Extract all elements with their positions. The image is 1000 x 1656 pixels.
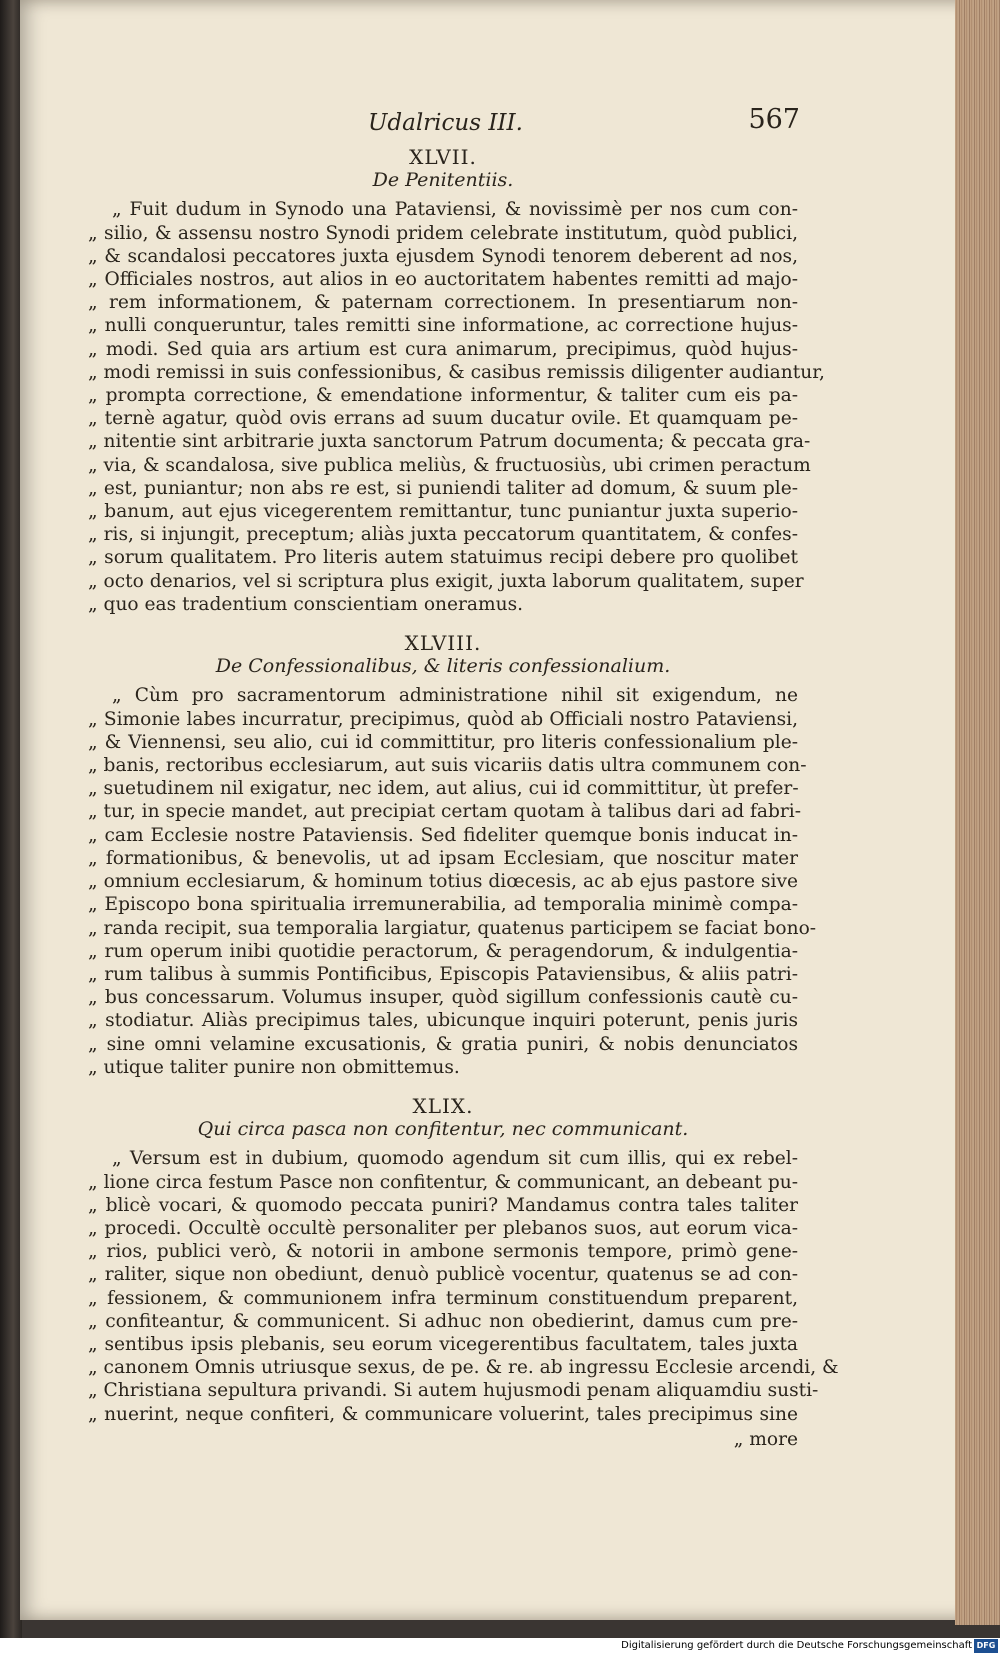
section-title: De Penitentiis. <box>372 169 514 192</box>
text-line: „ stodiatur. Aliàs precipimus tales, ubicunque inquiri poterunt, penis juris <box>88 1010 798 1032</box>
text-line: „ formationibus, & benevolis, ut ad ipsam Ecclesiam, que noscitur mater <box>88 847 798 869</box>
text-line: „ & scandalosi peccatores juxta ejusdem Synodi tenorem deberent ad nos, <box>88 245 798 267</box>
text-line: „ nitentie sint arbitrarie juxta sanctorum Patrum documenta; & peccata gra- <box>88 431 811 453</box>
book-spine <box>0 0 22 1656</box>
section-body <box>88 198 825 616</box>
text-line: „ rem informationem, & paternam correctionem. In presentiarum non- <box>88 292 798 314</box>
text-line: „ ternè agatur, quòd ovis errans ad suum ducatur ovile. Et quamquam pe- <box>88 408 798 430</box>
section-gap <box>88 616 798 628</box>
text-line: „ rum operum inibi quotidie peractorum, & peragendorum, & indulgentia- <box>88 940 798 962</box>
text-line: „ randa recipit, sua temporalia largiatur, quatenus participem se faciat bono- <box>88 917 817 939</box>
text-line: „ modi. Sed quia ars artium est cura animarum, precipimus, quòd hujus- <box>88 338 798 360</box>
text-line: „ nuerint, neque confiteri, & communicare voluerint, tales precipimus sine <box>88 1403 798 1425</box>
text-line: „ Christiana sepultura privandi. Si autem hujusmodi penam aliquamdiu susti- <box>88 1380 819 1402</box>
text-line: „ Officiales nostros, aut alios in eo auctoritatem habentes remitti ad majo- <box>88 269 798 291</box>
text-line: „ confiteantur, & communicent. Si adhuc non obedierint, damus cum pre- <box>88 1310 798 1332</box>
text-line: „ quo eas tradentium conscientiam oneramus. <box>88 593 524 615</box>
text-line: „ silio, & assensu nostro Synodi pridem celebrate institutum, quòd publici, <box>88 222 798 244</box>
text-line: „ bus concessarum. Volumus insuper, quòd sigillum confessionis cautè cu- <box>88 987 798 1009</box>
text-line: „ canonem Omnis utriusque sexus, de pe. & re. ab ingressu Ecclesie arcendi, & <box>88 1357 839 1379</box>
text-line: „ nulli conqueruntur, tales remitti sine informatione, ac correctione hujus- <box>88 315 798 337</box>
text-line: „ raliter, sique non obediunt, denuò publicè vocentur, quatenus se ad con- <box>88 1264 798 1286</box>
text-line: „ blicè vocari, & quomodo peccata puniri? Mandamus contra tales taliter <box>88 1194 798 1216</box>
text-line: „ rios, publici verò, & notorii in ambone sermonis tempore, primò gene- <box>88 1241 798 1263</box>
section-body <box>88 1147 839 1425</box>
text-line: „ Fuit dudum in Synodo una Pataviensi, & novissimè per nos cum con- <box>112 199 798 221</box>
text-line: „ banum, aut ejus vicegerentem remittantur, tunc puniantur juxta superio- <box>88 501 798 523</box>
text-line: „ sorum qualitatem. Pro literis autem statuimus recipi debere pro quolibet <box>88 547 798 569</box>
page-edges <box>955 0 1000 1625</box>
text-line: „ tur, in specie mandet, aut precipiat certam quotam à talibus dari ad fabri- <box>88 801 801 823</box>
text-line: „ ris, si injungit, preceptum; aliàs juxta peccatorum quantitatem, & confes- <box>88 524 798 546</box>
text-line: „ octo denarios, vel si scriptura plus exigit, juxta laborum qualitatem, super <box>88 570 804 592</box>
text-line: „ & Viennensi, seu alio, cui id committitur, pro literis confessionalium ple- <box>88 731 798 753</box>
text-line: „ suetudinem nil exigatur, nec idem, aut alius, cui id committitur, ùt prefer- <box>88 778 799 800</box>
text-line: „ cam Ecclesie nostre Pataviensis. Sed fideliter quemque bonis inducat in- <box>88 824 798 846</box>
section-title: Qui circa pasca non confitentur, nec communicant. <box>197 1118 689 1141</box>
section-number: XLIX. <box>412 1093 474 1118</box>
section-number: XLVIII. <box>404 631 482 656</box>
text-line: „ sine omni velamine excusationis, & gratia puniri, & nobis denunciatos <box>88 1033 798 1055</box>
dfg-logo: DFG <box>974 1639 998 1653</box>
text-line: „ omnium ecclesiarum, & hominum totius diœcesis, ac ab ejus pastore sive <box>88 871 798 893</box>
running-title: Udalricus III. <box>368 110 523 136</box>
section-number: XLVII. <box>409 145 477 169</box>
page-header <box>88 104 800 142</box>
text-line: „ Simonie labes incurratur, precipimus, quòd ab Officiali nostro Pataviensi, <box>88 708 798 730</box>
text-line: „ Episcopo bona spiritualia irremunerabilia, ad temporalia minimè compa- <box>88 894 798 916</box>
text-line: „ utique taliter punire non obmittemus. <box>88 1056 460 1078</box>
text-line: „ via, & scandalosa, sive publica meliùs, & fructuosiùs, ubi crimen peractum <box>88 454 811 476</box>
book-page <box>20 0 975 1620</box>
text-line: „ procedi. Occultè occultè personaliter per plebanos suos, aut eorum vica- <box>88 1217 798 1239</box>
sections-container <box>88 145 839 1426</box>
text-line: „ sentibus ipsis plebanis, seu eorum vicegerentibus facultatem, tales juxta <box>88 1333 798 1355</box>
footer-credit: Digitalisierung gefördert durch die Deutsche Forschungsgemeinschaft <box>621 1640 972 1651</box>
text-line: „ lione circa festum Pasce non confitentur, & communicant, an debeant pu- <box>88 1171 798 1193</box>
text-line: „ fessionem, & communionem infra terminum constituendum preparent, <box>88 1287 798 1309</box>
text-line: „ est, puniantur; non abs re est, si puniendi taliter ad domum, & suum ple- <box>88 477 798 499</box>
text-line: „ modi remissi in suis confessionibus, & casibus remissis diligenter audiantur, <box>88 361 825 383</box>
text-line: „ Cùm pro sacramentorum administratione nihil sit exigendum, ne <box>112 685 798 707</box>
section-gap <box>88 1079 798 1091</box>
section-body <box>88 684 817 1078</box>
text-line: „ rum talibus à summis Pontificibus, Episcopis Pataviensibus, & aliis patri- <box>88 963 798 985</box>
section-title: De Confessionalibus, & literis confessionalium. <box>215 655 671 678</box>
text-line: „ banis, rectoribus ecclesiarum, aut suis vicariis datis ultra communem con- <box>88 755 807 777</box>
text-line: „ prompta correctione, & emendatione informentur, & taliter cum eis pa- <box>88 385 798 407</box>
catchword: „ more <box>733 1428 798 1450</box>
page-number: 567 <box>748 104 800 135</box>
text-line: „ Versum est in dubium, quomodo agendum sit cum illis, qui ex rebel- <box>112 1148 798 1170</box>
page-content <box>88 104 839 1451</box>
